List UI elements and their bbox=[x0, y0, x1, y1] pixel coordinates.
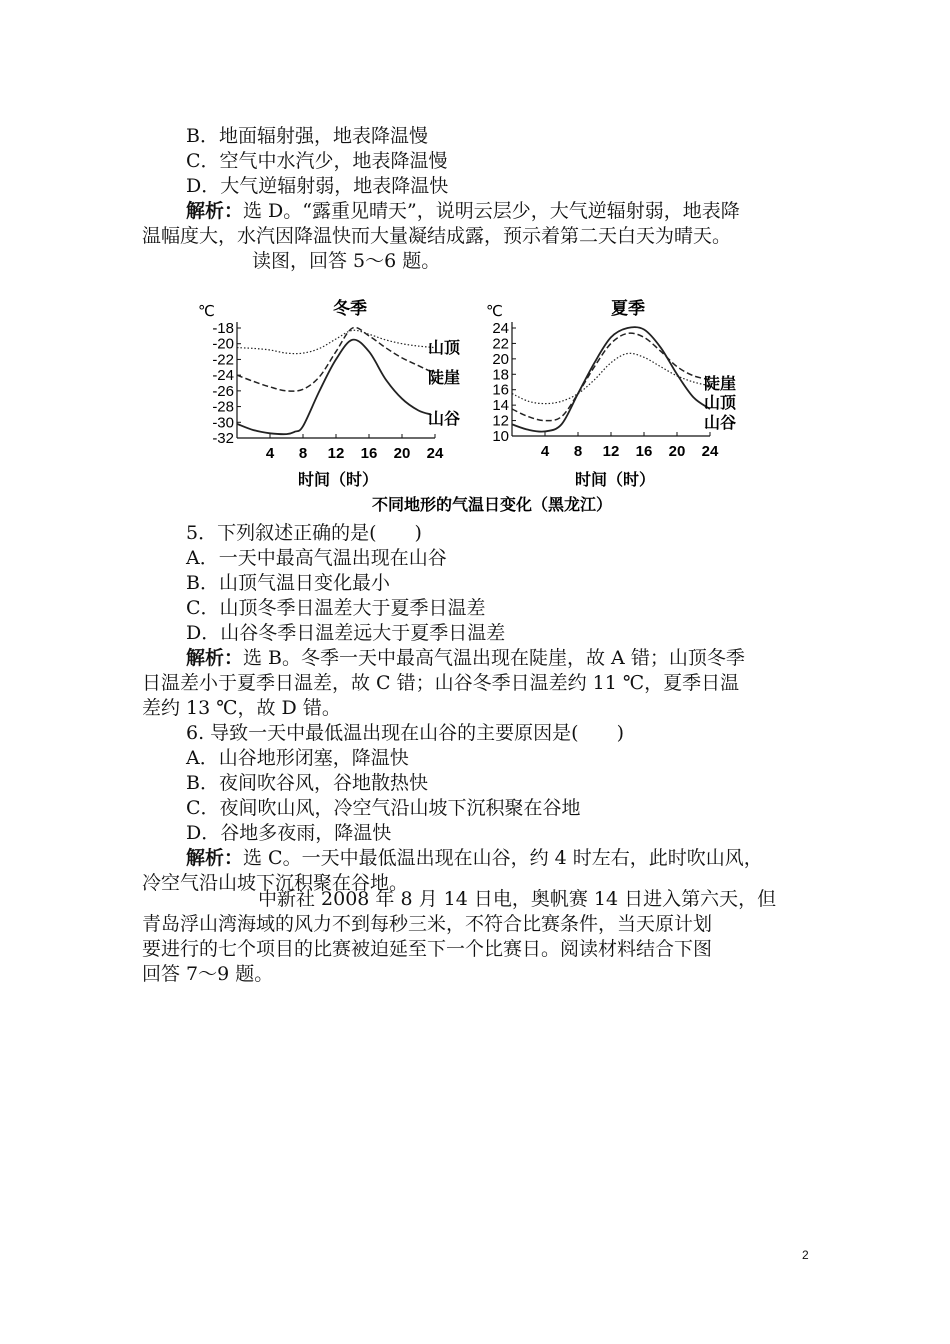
winter-label-shanding: 山顶 bbox=[428, 340, 461, 357]
x-tick-label: 24 bbox=[701, 443, 719, 460]
explanation-label: 解析： bbox=[186, 847, 244, 869]
q5-explanation-cont-2: 差约 13 ℃，故 D 错。 bbox=[142, 697, 341, 719]
summer-title: 夏季 bbox=[611, 299, 645, 318]
explanation-text: 选 D。“露重见晴天”，说明云层少，大气逆辐射弱，地表降 bbox=[243, 200, 740, 222]
x-tick-label: 8 bbox=[573, 443, 583, 460]
q5-explanation bbox=[186, 646, 745, 670]
question-6: 6. 导致一天中最低温出现在山谷的主要原因是( ) bbox=[186, 722, 624, 744]
explanation-label: 解析： bbox=[186, 200, 244, 222]
option-b: B．地面辐射强，地表降温慢 bbox=[186, 125, 428, 147]
material-line-1: 中新社 2008 年 8 月 14 日电，奥帆赛 14 日进入第六天，但 bbox=[258, 888, 777, 910]
material-line-2: 青岛浮山湾海域的风力不到每秒三米，不符合比赛条件，当天原计划 bbox=[142, 913, 713, 935]
q6-option-b: B．夜间吹谷风，谷地散热快 bbox=[186, 772, 428, 794]
winter-label-douya: 陡崖 bbox=[428, 370, 461, 387]
x-tick-label: 20 bbox=[393, 445, 411, 462]
series-line-solid bbox=[237, 340, 431, 435]
x-tick-label: 16 bbox=[360, 445, 378, 462]
y-tick-label: 20 bbox=[492, 350, 509, 368]
y-tick-label: 18 bbox=[492, 366, 509, 384]
page-number: 2 bbox=[802, 1248, 809, 1262]
winter-title: 冬季 bbox=[333, 299, 367, 318]
y-tick-label: -18 bbox=[212, 320, 234, 337]
x-tick-label: 4 bbox=[265, 445, 275, 462]
y-tick-label: -32 bbox=[212, 430, 234, 447]
explanation-text: 选 B。冬季一天中最高气温出现在陡崖，故 A 错；山顶冬季 bbox=[243, 647, 745, 669]
read-figure-instruction: 读图，回答 5～6 题。 bbox=[252, 250, 441, 272]
q6-explanation-cont: 冷空气沿山坡下沉积聚在谷地。 bbox=[142, 872, 409, 894]
question-5: 5．下列叙述正确的是( ) bbox=[186, 522, 422, 544]
x-tick-label: 4 bbox=[540, 443, 550, 460]
figure-caption: 不同地形的气温日变化（黑龙江） bbox=[372, 497, 613, 514]
q5-explanation-cont-1: 日温差小于夏季日温差，故 C 错；山谷冬季日温差约 11 ℃，夏季日温 bbox=[142, 672, 740, 694]
option-c: C．空气中水汽少，地表降温慢 bbox=[186, 150, 448, 172]
summer-chart bbox=[486, 298, 737, 489]
y-tick-label: -20 bbox=[212, 335, 234, 353]
y-tick-label: -26 bbox=[212, 382, 234, 400]
x-tick-label: 12 bbox=[602, 443, 620, 460]
winter-label-shangu: 山谷 bbox=[428, 411, 461, 428]
series-line-dotted bbox=[237, 330, 435, 353]
winter-chart bbox=[198, 298, 461, 489]
y-tick-label: -22 bbox=[212, 351, 234, 369]
winter-xlabel: 时间（时） bbox=[298, 472, 379, 489]
winter-series bbox=[237, 327, 435, 434]
q6-option-c: C．夜间吹山风，冷空气沿山坡下沉积聚在谷地 bbox=[186, 797, 581, 819]
temperature-figure bbox=[190, 290, 750, 522]
y-tick-label: 10 bbox=[492, 428, 509, 445]
winter-axes bbox=[212, 320, 444, 462]
x-tick-label: 8 bbox=[298, 445, 308, 462]
summer-xlabel: 时间（时） bbox=[575, 472, 656, 489]
series-line-solid bbox=[512, 327, 710, 432]
y-tick-label: 22 bbox=[492, 335, 509, 353]
answer-explanation-cont: 温幅度大，水汽因降温快而大量凝结成露，预示着第二天白天为晴天。 bbox=[142, 225, 732, 247]
y-tick-label: 14 bbox=[492, 397, 509, 415]
summer-label-douya: 陡崖 bbox=[704, 376, 737, 393]
q6-option-d: D．谷地多夜雨，降温快 bbox=[186, 822, 392, 844]
explanation-label: 解析： bbox=[186, 647, 244, 669]
q5-option-a: A．一天中最高气温出现在山谷 bbox=[186, 547, 447, 569]
q5-option-c: C．山顶冬季日温差大于夏季日温差 bbox=[186, 597, 486, 619]
y-tick-label: -30 bbox=[212, 414, 234, 432]
x-tick-label: 12 bbox=[327, 445, 345, 462]
q5-option-d: D．山谷冬季日温差远大于夏季日温差 bbox=[186, 622, 506, 644]
material-line-3: 要进行的七个项目的比赛被迫延至下一个比赛日。阅读材料结合下图 bbox=[142, 938, 713, 960]
q5-option-b: B．山顶气温日变化最小 bbox=[186, 572, 390, 594]
y-tick-label: 12 bbox=[492, 412, 509, 430]
summer-unit-label: ℃ bbox=[486, 303, 503, 320]
q6-option-a: A．山谷地形闭塞，降温快 bbox=[186, 747, 409, 769]
summer-axes bbox=[492, 320, 719, 460]
option-d: D．大气逆辐射弱，地表降温快 bbox=[186, 175, 449, 197]
y-tick-label: 24 bbox=[492, 320, 509, 337]
material-line-4: 回答 7～9 题。 bbox=[142, 963, 274, 985]
q6-explanation bbox=[186, 846, 763, 870]
y-tick-label: -28 bbox=[212, 398, 234, 416]
x-tick-label: 20 bbox=[668, 443, 686, 460]
x-tick-label: 16 bbox=[635, 443, 653, 460]
winter-unit-label: ℃ bbox=[198, 303, 215, 320]
summer-series bbox=[512, 327, 710, 432]
y-tick-label: 16 bbox=[492, 381, 509, 399]
summer-label-shangu: 山谷 bbox=[704, 415, 737, 432]
answer-explanation bbox=[186, 199, 740, 223]
x-tick-label: 24 bbox=[426, 445, 444, 462]
explanation-text: 选 C。一天中最低温出现在山谷，约 4 时左右，此时吹山风， bbox=[243, 847, 763, 869]
y-tick-label: -24 bbox=[212, 367, 234, 385]
summer-label-shanding: 山顶 bbox=[704, 395, 737, 412]
